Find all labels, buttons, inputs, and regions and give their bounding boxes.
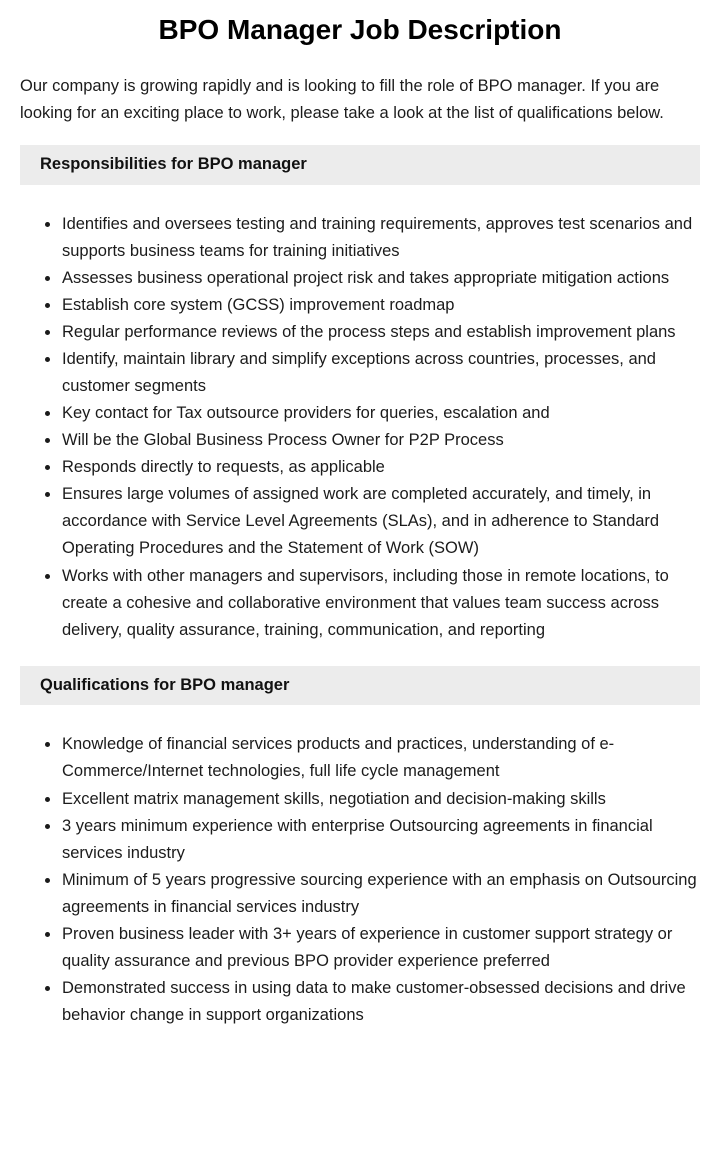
list-item: • Responds directly to requests, as applicable	[61, 454, 700, 481]
qualifications-heading: Qualifications for BPO manager	[20, 666, 700, 706]
list-item: • Ensures large volumes of assigned work are completed accurately, and timely, in accordance with Service Level Agreements (SLAs), and in adherence to Standard Operating Procedures and the Statement of Work (SOW)	[61, 481, 700, 562]
list-item: • Knowledge of financial services products and practices, understanding of e-Commerce/Internet technologies, full life cycle management	[61, 731, 700, 785]
list-item: • Establish core system (GCSS) improvement roadmap	[61, 292, 700, 319]
list-item: • Identifies and oversees testing and training requirements, approves test scenarios and supports business teams for training initiatives	[61, 211, 700, 265]
list-item: • Works with other managers and supervisors, including those in remote locations, to create a cohesive and collaborative environment that values team success across delivery, quality assurance, training, communication, and reporting	[61, 563, 700, 644]
list-item: • Will be the Global Business Process Owner for P2P Process	[61, 427, 700, 454]
qualifications-section	[20, 666, 700, 1029]
list-item: • 3 years minimum experience with enterprise Outsourcing agreements in financial services industry	[61, 813, 700, 867]
list-item: • Assesses business operational project risk and takes appropriate mitigation actions	[61, 265, 700, 292]
list-item: • Demonstrated success in using data to make customer-obsessed decisions and drive behavior change in support organizations	[61, 975, 700, 1029]
qualifications-list	[20, 731, 700, 1029]
responsibilities-heading: Responsibilities for BPO manager	[20, 145, 700, 185]
list-item: • Proven business leader with 3+ years of experience in customer support strategy or quality assurance and previous BPO provider experience preferred	[61, 921, 700, 975]
list-item: • Excellent matrix management skills, negotiation and decision-making skills	[61, 786, 700, 813]
list-item: • Minimum of 5 years progressive sourcing experience with an emphasis on Outsourcing agreements in financial services industry	[61, 867, 700, 921]
list-item: • Identify, maintain library and simplify exceptions across countries, processes, and customer segments	[61, 346, 700, 400]
list-item: • Key contact for Tax outsource providers for queries, escalation and	[61, 400, 700, 427]
page-title: BPO Manager Job Description	[158, 14, 562, 45]
responsibilities-section	[20, 145, 700, 644]
responsibilities-list	[20, 211, 700, 644]
list-item: • Regular performance reviews of the process steps and establish improvement plans	[61, 319, 700, 346]
intro-paragraph: Our company is growing rapidly and is looking to fill the role of BPO manager. If you are looking for an exciting place to work, please take a look at the list of qualifications below.	[20, 77, 664, 123]
